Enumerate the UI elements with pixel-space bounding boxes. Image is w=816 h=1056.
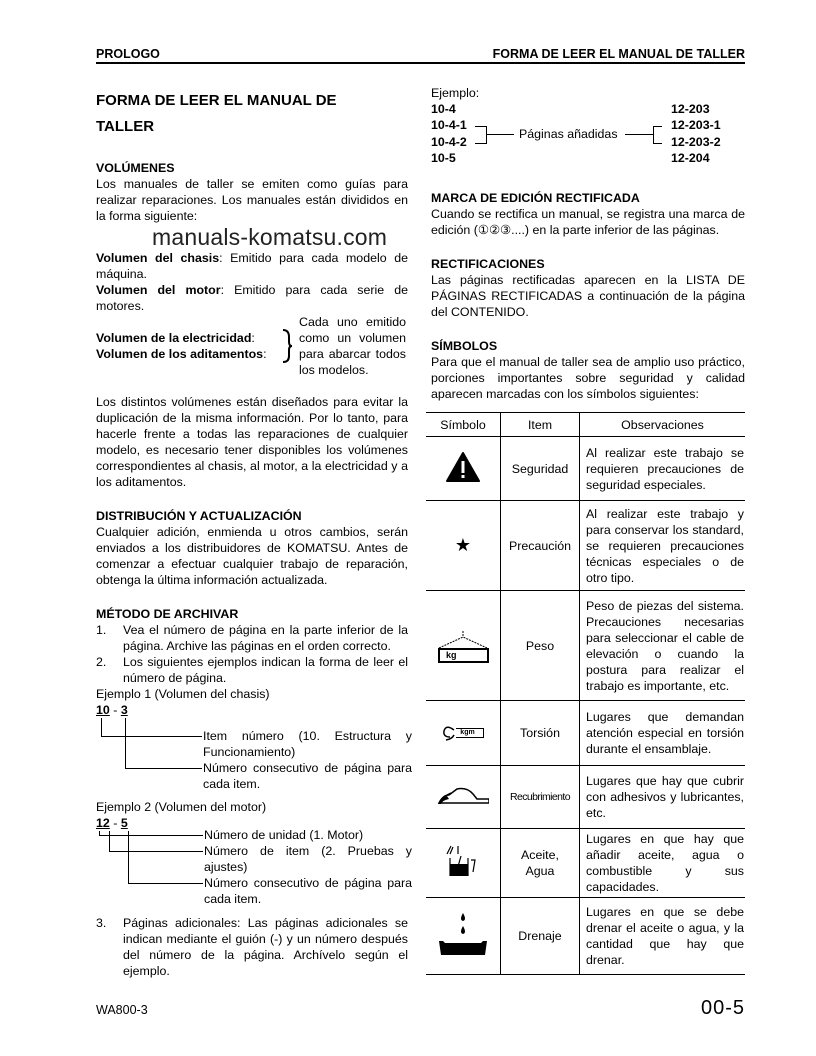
table-row [426,701,745,766]
ejemplo2-diagram [96,815,412,911]
table-row [426,437,745,501]
header-section: PROLOGO [96,47,160,61]
item-cell: Seguridad [501,437,580,501]
item-cell: Peso [501,591,580,701]
simbolos-text: Para que el manual de taller sea de amplio uso práctico, porciones importantes sobre seguridad y calidad aparecen marcadas con los símbolos siguientes: [431,355,745,401]
list-item: 3. Páginas adicionales: Las páginas adicionales se indican mediante el guión (-) y un número después del número de la página. Archívelo según el ejemplo. [96,916,408,978]
ejemplo1-label: Número consecutivo de página para cada item. [203,761,412,791]
rectificaciones-text: Las páginas rectificadas aparecen en la LISTA DE PÁGINAS RECTIFICADAS a continuación de la página del CONTENIDO. [431,273,745,319]
column-header: Observaciones [580,413,746,437]
footer-page-number: 00-5 [700,997,745,1019]
column-header: Item [501,413,580,437]
volumen-motor: Volumen del motor: Emitido para cada serie de motores. [96,283,408,313]
item-cell: Aceite, Agua [501,829,580,898]
heading-distribucion: DISTRIBUCIÓN Y ACTUALIZACIÓN [96,509,302,523]
heading-simbolos: SÍMBOLOS [431,339,498,353]
table-header-row [426,413,745,437]
ejemplo2-label: Número de item (2. Pruebas y ajustes) [204,844,412,874]
right-column [431,85,745,975]
volumen-electricidad: Volumen de la electricidad: [96,331,255,345]
ejemplo1-title: Ejemplo 1 (Volumen del chasis) [96,687,270,701]
watermark: manuals-komatsu.com [152,224,388,250]
ejemplo1-label: Item número (10. Estructura y Funcionamiento) [203,729,412,759]
heading-metodo: MÉTODO DE ARCHIVAR [96,607,239,621]
heading-marca: MARCA DE EDICIÓN RECTIFICADA [431,191,640,205]
torque-wrench-icon: kgm [429,725,497,741]
section-metodo [96,606,412,979]
table-row [426,591,745,701]
section-rectificaciones [431,256,745,320]
distribucion-text: Cualquier adición, enmienda u otros cambios, serán enviados a los distribuidores de KOMATSU. Antes de comenzar a efectuar cualquier trabajo de reparación, obtenga la última información actualizada. [96,525,408,587]
section-marca [431,190,745,238]
table-row [426,766,745,829]
page-title: FORMA DE LEER EL MANUAL DE TALLER [96,92,337,135]
paginas-anadidas-label: Páginas añadidas [519,127,618,141]
ejemplo1-diagram [96,702,412,791]
item-cell: Precaución [501,501,580,591]
volumen-aditamentos: Volumen de los aditamentos: [96,347,267,361]
volumenes-intro: Los manuales de taller se emiten como guías para realizar reparaciones. Los manuales están divididos en la forma siguiente: [96,177,408,223]
ejemplo2-number: 12 - 5 [96,816,128,830]
weight-kg-icon: kg [437,629,489,663]
ejemplo1-number: 10 - 3 [96,703,128,717]
obs-cell: Lugares en que se debe drenar el aceite o agua, y la cantidad que hay que drenar. [580,898,746,975]
heading-rectificaciones: RECTIFICACIONES [431,257,545,271]
section-distribucion [96,508,408,588]
item-cell: Recubrimiento [501,766,580,829]
ejemplo-paginas-diagram: 10-4 10-4-1 10-4-2 10-5 Páginas añadidas 12-203 12-203-1 12-203-2 12-204 [431,102,721,165]
section-volumenes [96,160,408,490]
volumen-chasis: Volumen del chasis: Emitido para cada modelo de máquina. [96,251,409,281]
warning-triangle-icon [446,452,480,482]
header-rule [96,62,745,64]
ejemplo-title: Ejemplo: [431,86,480,100]
ejemplo2-label: Número de unidad (1. Motor) [204,828,364,842]
left-column [96,88,412,979]
obs-cell: Al realizar este trabajo y para conservar los standard, se requieren precauciones técnicas especiales o de otro tipo. [580,501,746,591]
list-item: 2. Los siguientes ejemplos indican la forma de leer el número de página. [96,655,408,685]
heading-volumenes: VOLÚMENES [96,161,175,175]
table-row [426,829,745,898]
star-icon: ★ [454,534,472,555]
volumen-bracket-block [96,314,408,394]
item-cell: Torsión [501,701,580,766]
table-row [426,501,745,591]
brace-icon [280,328,299,364]
symbols-table [426,412,745,975]
marca-text: Cuando se rectifica un manual, se registra una marca de edición (①②③....) en la parte inferior de las páginas. [431,207,745,237]
obs-cell: Lugares en que hay que añadir aceite, agua o combustible y sus capacidades. [580,829,746,898]
bracket-note: Cada uno emitido como un volumen para abarcar todos los modelos. [299,315,406,377]
obs-cell: Lugares que hay que cubrir con adhesivos y lubricantes, etc. [580,766,746,829]
section-simbolos [431,338,745,402]
drain-icon [437,911,489,957]
item-cell: Drenaje [501,898,580,975]
obs-cell: Lugares que demandan atención especial en torsión durante el ensamblaje. [580,701,746,766]
footer-model: WA800-3 [96,1003,148,1017]
obs-cell: Peso de piezas del sistema. Precauciones necesarias para seleccionar el cable de elevación o cuando la postura para realizar el trabajo es importante, etc. [580,591,746,701]
ejemplo2-label: Número consecutivo de página para cada item. [204,876,412,906]
table-row [426,898,745,975]
coating-tube-icon [437,785,489,805]
header-title: FORMA DE LEER EL MANUAL DE TALLER [492,47,745,61]
ejemplo2-title: Ejemplo 2 (Volumen del motor) [96,800,267,814]
obs-cell: Al realizar este trabajo se requieren precauciones de seguridad especiales. [580,437,746,501]
column-header: Símbolo [426,413,501,437]
volumenes-closing: Los distintos volúmenes están diseñados para evitar la duplicación de la misma información. Por lo tanto, para hacerle frente a todas las reparaciones de cualquier modelo, es necesario tener disponibles los volúmenes correspondientes al chasis, al motor, a la electricidad y a los aditamentos. [96,395,408,489]
oil-water-icon [443,844,483,878]
list-item: 1. Vea el número de página en la parte inferior de la página. Archive las páginas en el orden correcto. [96,623,408,653]
